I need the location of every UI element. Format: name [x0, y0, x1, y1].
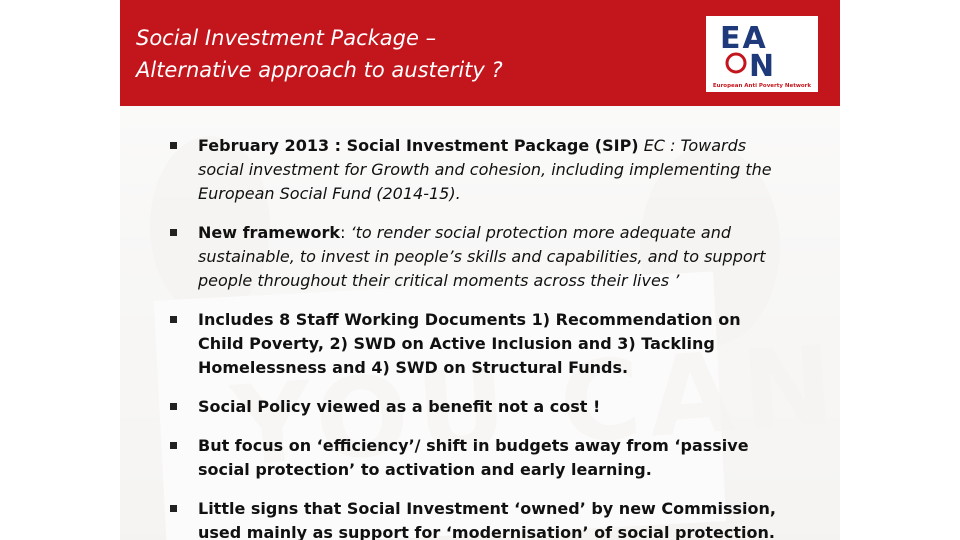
bullet-bold-text: Little signs that Social Investment ‘owned’ by new Commission, used mainly as support for ‘modernisation’ of social protection.: [198, 499, 776, 540]
bullet-bold-text: New framework: [198, 223, 341, 242]
logo-tagline: European Anti Poverty Network: [712, 83, 812, 89]
title-bar: [120, 0, 840, 106]
square-bullet-icon: [170, 403, 177, 410]
title-line-1: Social Investment Package –: [136, 26, 437, 50]
bullet-plain-text: :: [340, 223, 351, 242]
square-bullet-icon: [170, 505, 177, 512]
slide: [120, 0, 840, 540]
bullet-item: [170, 497, 790, 540]
bullet-item: [170, 395, 790, 419]
bullet-item: [170, 221, 790, 293]
eapn-logo: [706, 16, 818, 92]
bullet-italic-text: EC : Towards social investment for Growth and cohesion, including implementing the European Social Fund (2014-15).: [198, 136, 772, 203]
logo-letters-top: EA: [720, 21, 768, 56]
bullet-bold-text: Includes 8 Staff Working Documents 1) Recommendation on Child Poverty, 2) SWD on Active Inclusion and 3) Tackling Homelessness and 4) SWD on Structural Funds.: [198, 310, 741, 377]
bullet-list: [170, 134, 790, 540]
bullet-bold-text: Social Policy viewed as a benefit not a cost !: [198, 397, 601, 416]
square-bullet-icon: [170, 142, 177, 149]
bullet-bold-text: February 2013 : Social Investment Package (SIP): [198, 136, 639, 155]
square-bullet-icon: [170, 229, 177, 236]
bullet-italic-text: ‘to render social protection more adequate and sustainable, to invest in people’s skills and capabilities, and to support people throughout their critical moments across their lives ’: [198, 223, 766, 290]
slide-title: [136, 22, 503, 86]
bullet-item: [170, 134, 790, 206]
bullet-bold-text: But focus on ‘efficiency’/ shift in budgets away from ‘passive social protection’ to activation and early learning.: [198, 436, 749, 479]
logo-letters-bottom: N: [749, 49, 775, 84]
square-bullet-icon: [170, 316, 177, 323]
bullet-item: [170, 434, 790, 482]
bullet-item: [170, 308, 790, 380]
square-bullet-icon: [170, 442, 177, 449]
title-line-2: Alternative approach to austerity ?: [136, 58, 503, 82]
